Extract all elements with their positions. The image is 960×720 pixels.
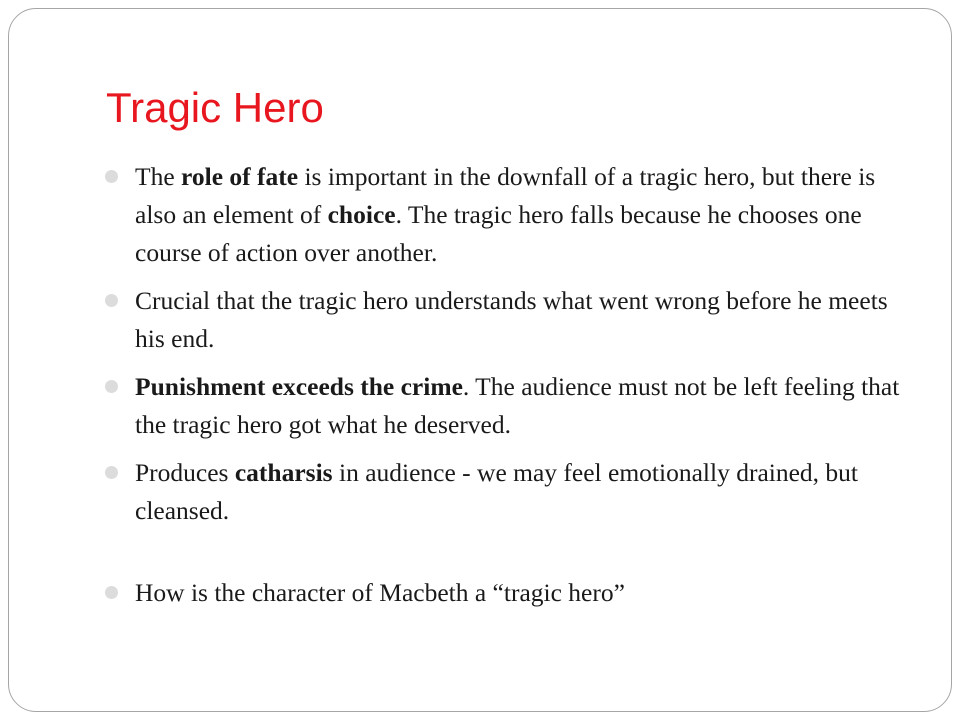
bullet-dot-icon (105, 466, 118, 479)
bullet-spacer (104, 540, 904, 574)
bullet-dot-icon (105, 170, 118, 183)
bullet-text-segment: How is the character of Macbeth a “tragic hero” (135, 578, 625, 607)
bullet-text-segment: Produces (135, 458, 235, 487)
bullet-text-segment: . The audience must not be left feeling that the tragic hero got what he deserved. (135, 372, 900, 439)
bullet-text-segment: Crucial that the tragic hero understands what went wrong before he meets his end. (135, 286, 888, 353)
bullet-dot-icon (105, 586, 118, 599)
bullet-understands-wrong (104, 282, 904, 358)
bullet-text-segment: is important in the downfall of a tragic hero, but there is also an element of (135, 162, 876, 229)
bullet-text-segment: The (135, 162, 182, 191)
bullet-list (104, 158, 904, 622)
slide-title: Tragic Hero (106, 84, 324, 131)
bullet-bold-text: catharsis (234, 458, 333, 487)
bullet-catharsis (104, 454, 904, 530)
bullet-bold-text: Punishment exceeds the crime (135, 372, 463, 401)
bullet-bold-text: choice (327, 200, 396, 229)
bullet-dot-icon (105, 380, 118, 393)
bullet-dot-icon (105, 294, 118, 307)
bullet-macbeth-question (104, 574, 904, 612)
bullet-text-segment: in audience - we may feel emotionally drained, but cleansed. (135, 458, 858, 525)
bullet-bold-text: role of fate (181, 162, 299, 191)
bullet-punishment (104, 368, 904, 444)
bullet-role-of-fate (104, 158, 904, 272)
bullet-text-segment: . The tragic hero falls because he chooses one course of action over another. (135, 200, 862, 267)
